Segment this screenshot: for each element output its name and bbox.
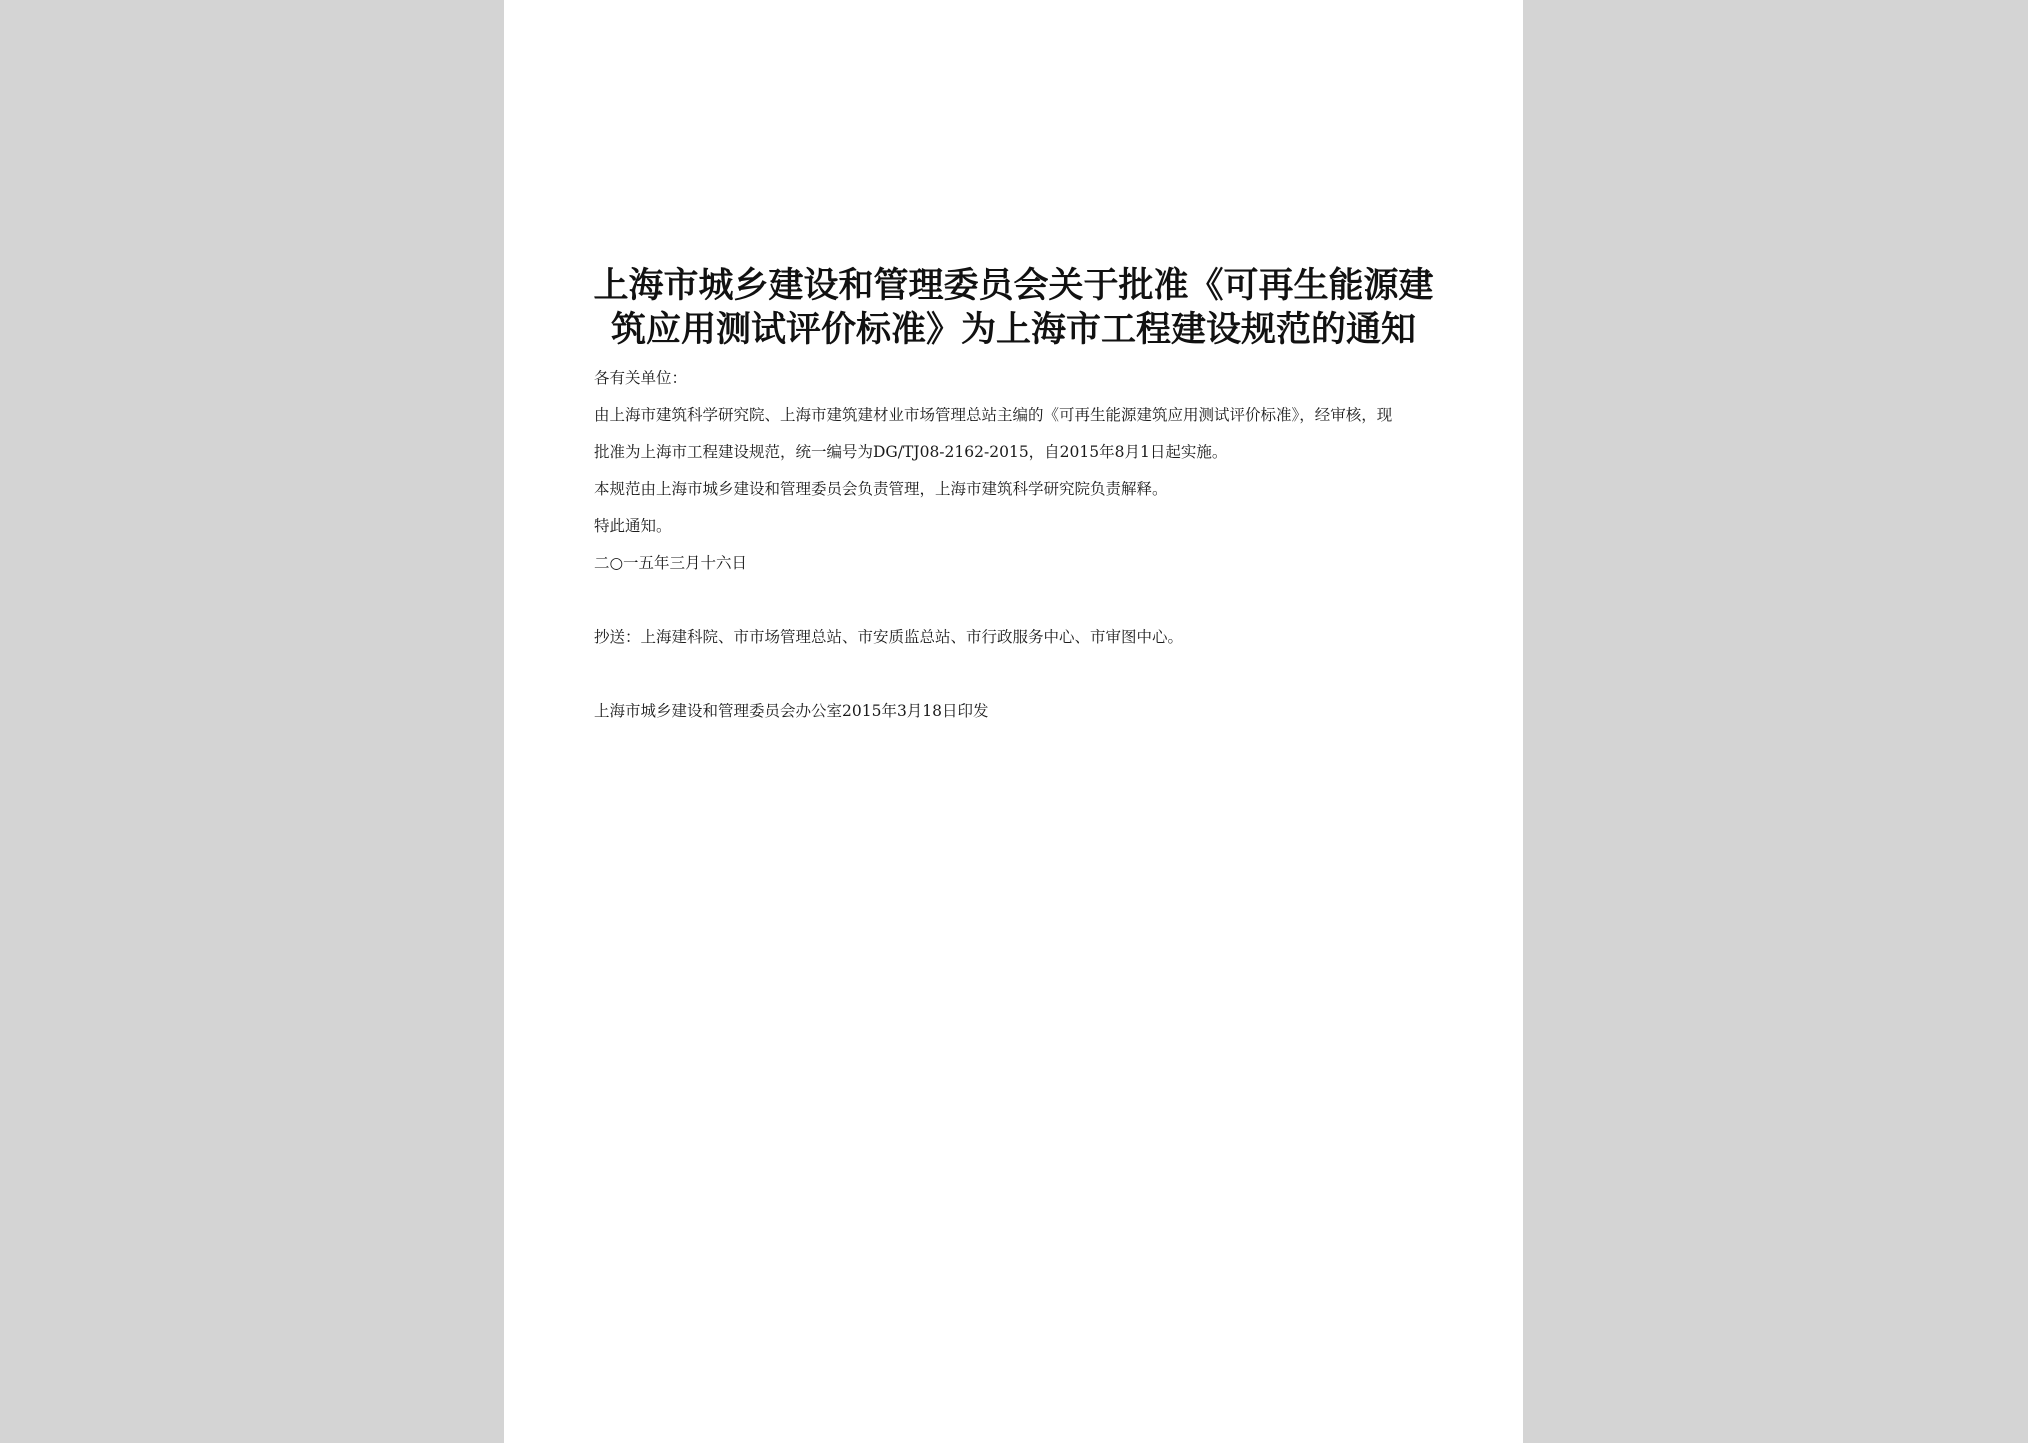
issued-line: 上海市城乡建设和管理委员会办公室2015年3月18日印发 — [594, 702, 989, 720]
document-title-line-2: 筑应用测试评价标准》为上海市工程建设规范的通知 — [610, 310, 1416, 350]
body-paragraph-line-3: 本规范由上海市城乡建设和管理委员会负责管理，上海市建筑科学研究院负责解释。 — [594, 480, 1168, 498]
document-title-line-1: 上海市城乡建设和管理委员会关于批准《可再生能源建 — [593, 266, 1434, 306]
date-text: 二○一五年三月十六日 — [594, 554, 748, 572]
salutation: 各有关单位： — [594, 369, 688, 387]
closing-text: 特此通知。 — [594, 517, 672, 535]
cc-line: 抄送：上海建科院、市市场管理总站、市安质监总站、市行政服务中心、市审图中心。 — [594, 628, 1184, 646]
document-page — [504, 0, 1523, 1443]
body-paragraph-line-1: 由上海市建筑科学研究院、上海市建筑建材业市场管理总站主编的《可再生能源建筑应用测试评价标准》，经审核，现 — [594, 406, 1393, 424]
body-paragraph-line-2: 批准为上海市工程建设规范，统一编号为DG/TJ08-2162-2015，自2015年8月1日起实施。 — [594, 443, 1228, 461]
